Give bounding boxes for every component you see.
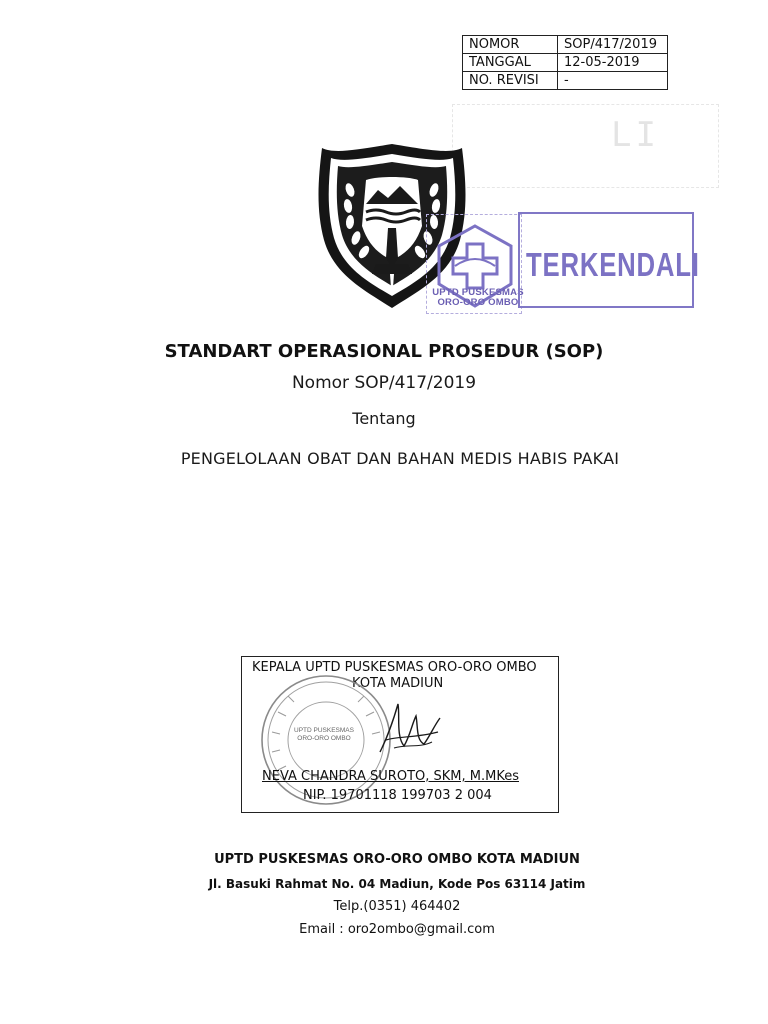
document-subject: PENGELOLAAN OBAT DAN BAHAN MEDIS HABIS PAKAI xyxy=(180,449,620,468)
tanggal-value: 12-05-2019 xyxy=(558,54,668,72)
stamp-org-line1: UPTD PUSKESMAS xyxy=(432,287,524,298)
tanggal-label: TANGGAL xyxy=(463,54,558,72)
signatory-nip: NIP. 19701118 199703 2 004 xyxy=(303,788,492,803)
footer-organization: UPTD PUSKESMAS ORO-ORO OMBO KOTA MADIUN xyxy=(214,852,580,867)
seal-text-line2: ORO-ORO OMBO xyxy=(297,735,351,742)
revisi-value: - xyxy=(558,72,668,90)
nomor-value: SOP/417/2019 xyxy=(558,36,668,54)
stamp-org-line2: ORO-ORO OMBO xyxy=(437,297,519,308)
info-row-revisi xyxy=(463,72,668,90)
document-info-table xyxy=(462,35,668,90)
footer-email: Email : oro2ombo@gmail.com xyxy=(299,922,495,937)
info-row-tanggal xyxy=(463,54,668,72)
faded-stamp-ghost-mark: LI xyxy=(611,115,660,155)
terkendali-stamp-text: TERKENDALI xyxy=(526,246,700,283)
signatory-name: NEVA CHANDRA SUROTO, SKM, M.MKes xyxy=(262,769,519,784)
document-title: STANDART OPERASIONAL PROSEDUR (SOP) xyxy=(164,341,604,362)
revisi-label: NO. REVISI xyxy=(463,72,558,90)
nomor-label: NOMOR xyxy=(463,36,558,54)
seal-text-line1: UPTD PUSKESMAS xyxy=(294,727,354,734)
stamp-org-label xyxy=(432,288,524,308)
handwritten-signature xyxy=(376,696,446,758)
info-row-nomor xyxy=(463,36,668,54)
signatory-position: KEPALA UPTD PUSKESMAS ORO-ORO OMBO xyxy=(252,660,537,675)
tentang-label: Tentang xyxy=(352,409,416,428)
document-number: Nomor SOP/417/2019 xyxy=(291,373,477,393)
footer-address: Jl. Basuki Rahmat No. 04 Madiun, Kode Pos 63114 Jatim xyxy=(208,877,586,891)
signatory-city: KOTA MADIUN xyxy=(352,676,444,691)
seal-text xyxy=(281,727,367,743)
footer-telephone: Telp.(0351) 464402 xyxy=(333,899,461,914)
faded-stamp-ghost xyxy=(452,104,719,188)
